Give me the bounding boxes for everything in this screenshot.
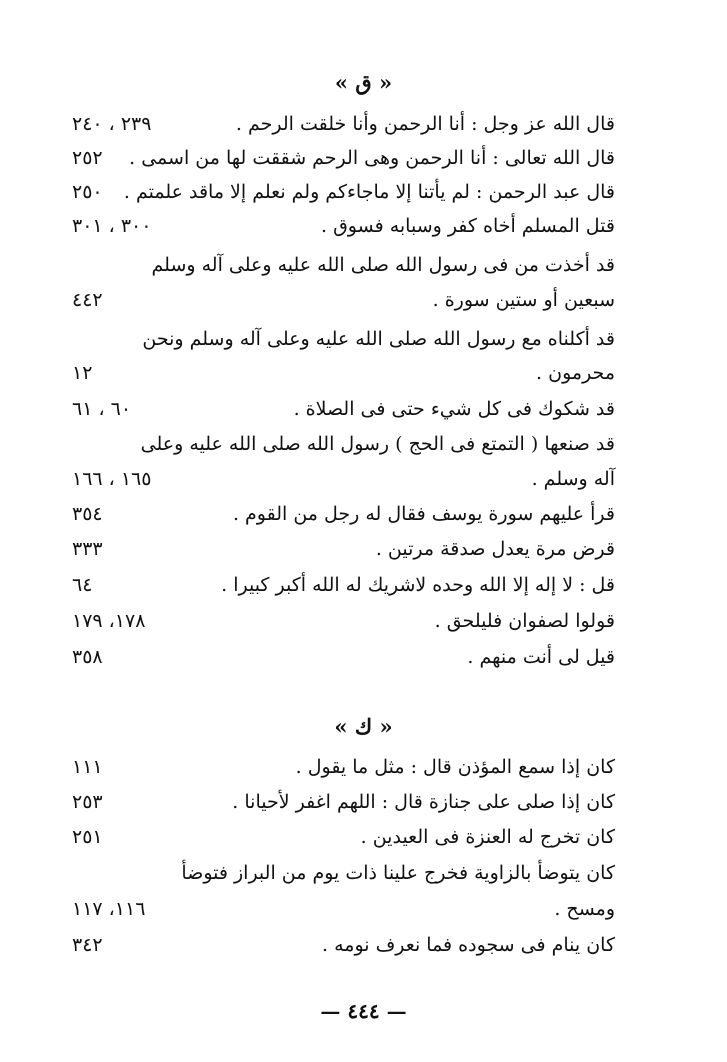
page-ref: ٢٣٩ ، ٢٤٠ bbox=[72, 113, 152, 135]
page-ref: ١٢ bbox=[72, 362, 93, 384]
entry-text: قيل لى أنت منهم . bbox=[467, 646, 615, 668]
page-ref: ١١٦، ١١٧ bbox=[72, 898, 146, 920]
page-ref: ٢٥٢ bbox=[72, 147, 103, 169]
page-ref: ١١١ bbox=[72, 756, 103, 778]
entry-text: قد صنعها ( التمتع فى الحج ) رسول الله صلى الله عليه وعلى bbox=[140, 433, 615, 455]
index-entry bbox=[72, 892, 615, 926]
page-ref: ٣٥٨ bbox=[72, 646, 103, 668]
index-entry bbox=[72, 392, 615, 426]
page-ref: ٣٥٤ bbox=[72, 503, 103, 525]
page-ref: ٦٠ ، ٦١ bbox=[72, 398, 132, 420]
page-number: — ٤٤٤ — bbox=[320, 999, 407, 1023]
entry-text: قولوا لصفوان فليلحق . bbox=[434, 610, 615, 632]
index-entry bbox=[72, 604, 615, 638]
index-entry bbox=[72, 532, 615, 566]
page-ref: ٢٥١ bbox=[72, 826, 103, 848]
entry-text: كان إذا سمع المؤذن قال : مثل ما يقول . bbox=[295, 756, 615, 778]
index-entry bbox=[72, 568, 615, 602]
entry-text: قال عبد الرحمن : لم يأتنا إلا ماجاءكم ولم نعلم إلا ماقد علمتم . bbox=[123, 181, 615, 203]
index-entry bbox=[72, 356, 615, 390]
page-ref: ١٦٥ ، ١٦٦ bbox=[72, 468, 152, 490]
entry-text: قال الله تعالى : أنا الرحمن وهى الرحم شققت لها من اسمى . bbox=[129, 147, 615, 169]
index-entry bbox=[72, 750, 615, 784]
entry-text: آله وسلم . bbox=[531, 468, 615, 490]
entry-text: قتل المسلم أخاه كفر وسبابه فسوق . bbox=[320, 215, 615, 237]
entry-text: محرمون . bbox=[536, 362, 615, 384]
entry-text: ومسح . bbox=[554, 898, 615, 920]
page-ref: ٢٥٠ bbox=[72, 181, 103, 203]
entry-text: قد أخذت من فى رسول الله صلى الله عليه وعلى آله وسلم bbox=[151, 254, 615, 276]
page-ref: ١٧٨، ١٧٩ bbox=[72, 610, 146, 632]
entry-text: قرض مرة يعدل صدقة مرتين . bbox=[375, 538, 615, 560]
index-entry bbox=[72, 248, 615, 282]
page-ref: ٤٤٢ bbox=[72, 289, 103, 311]
page-ref: ٣٤٢ bbox=[72, 934, 103, 956]
entry-text: سبعين أو ستين سورة . bbox=[432, 289, 615, 311]
page-ref: ٢٥٣ bbox=[72, 791, 103, 813]
index-entry bbox=[72, 820, 615, 854]
index-entry bbox=[72, 283, 615, 317]
index-entry bbox=[72, 928, 615, 962]
index-entry bbox=[72, 785, 615, 819]
index-entry bbox=[72, 141, 615, 175]
entry-text: قد أكلناه مع رسول الله صلى الله عليه وعلى آله وسلم ونحن bbox=[142, 328, 615, 350]
index-entry bbox=[72, 856, 615, 890]
entry-text: كان يتوضأ بالزاوية فخرج علينا ذات يوم من البراز فتوضأ bbox=[181, 862, 615, 884]
index-entry bbox=[72, 640, 615, 674]
entry-text: قد شكوك فى كل شيء حتى فى الصلاة . bbox=[293, 398, 615, 420]
index-entry bbox=[72, 175, 615, 209]
section-heading-kaf: « ك » bbox=[334, 714, 393, 739]
section-heading-qaf: « ق » bbox=[334, 70, 393, 95]
entry-text: قرأ عليهم سورة يوسف فقال له رجل من القوم . bbox=[232, 503, 615, 525]
page-ref: ٣٠٠ ، ٣٠١ bbox=[72, 215, 152, 237]
index-entry bbox=[72, 462, 615, 496]
index-entry bbox=[72, 497, 615, 531]
entry-text: قال الله عز وجل : أنا الرحمن وأنا خلقت الرحم . bbox=[235, 113, 615, 135]
index-entry bbox=[72, 107, 615, 141]
entry-text: قل : لا إله إلا الله وحده لاشريك له الله أكبر كبيرا . bbox=[221, 574, 615, 596]
entry-text: كان إذا صلى على جنازة قال : اللهم اغفر لأحيانا . bbox=[232, 791, 615, 813]
index-entry bbox=[72, 322, 615, 356]
entry-text: كان تخرج له العنزة فى العيدين . bbox=[360, 826, 615, 848]
page-ref: ٣٣٣ bbox=[72, 538, 103, 560]
index-entry bbox=[72, 427, 615, 461]
index-entry bbox=[72, 209, 615, 243]
entry-text: كان ينام فى سجوده فما نعرف نومه . bbox=[322, 934, 615, 956]
page-ref: ٦٤ bbox=[72, 574, 93, 596]
